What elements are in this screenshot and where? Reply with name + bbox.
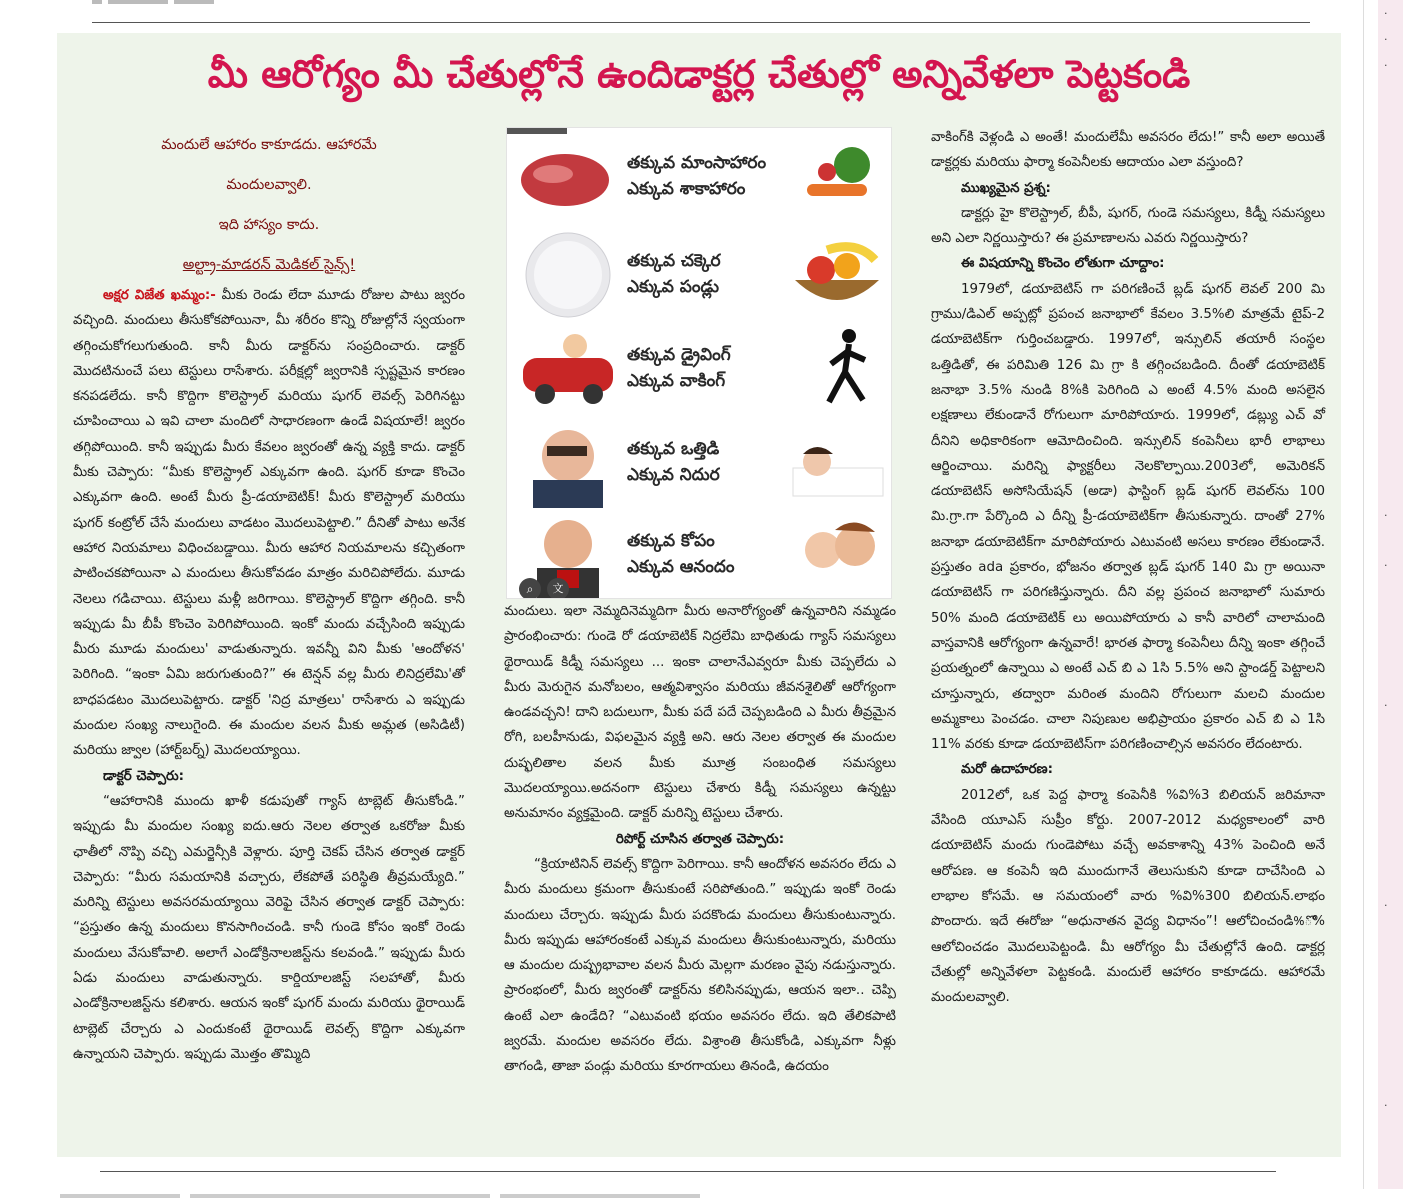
infographic-row-1 (507, 134, 891, 228)
infographic-r5-less: తక్కువ కోపం (627, 531, 715, 551)
col3-para-2: డాక్టర్లు హై కొలెస్ట్రాల్, బీపీ, షుగర్, గుండె సమస్యలు, కిడ్నీ సమస్యలు అని ఎలా నిర్ణయిస్తారు? ఈ ప్రమాణాలను ఎవరు నిర్ణయిస్తారు? (931, 205, 1325, 247)
byline: అక్షర విజేత ఖమ్మం:- (103, 288, 216, 303)
col3-subhead-deeper-look: ఈ విషయాన్ని కొంచెం లోతుగా చూద్దాం: (961, 256, 1165, 272)
intro-line-4: అల్ట్రా-మాడరన్ మెడికల్ సైన్స్! (182, 257, 356, 273)
column-3 (931, 125, 1325, 1010)
infographic-r5-more: ఎక్కువ ఆనందం (627, 557, 735, 577)
vegetables-icon (797, 140, 887, 220)
col2-para-1: మందులు. ఇలా నెమ్మదినెమ్మదిగా మీరు అనారోగ్యంతో ఉన్నవారిని నమ్మడం ప్రారంభించారు: గుండె రో డయాబెటిక్ నిద్రలేమి బాధితుడు గ్యాస్ సమస్యలు థైరాయిడ్ కిడ్నీ సమస్యలు ... ఇంకా చాలానేఎవ్వరూ మీకు చెప్పలేదు ఎ మీరు మెరుగైన మనోబలం, ఆత్మవిశ్వాసం మరియు జీవనశైలితో ఆరోగ్యంగా ఉండవచ్చని! దాని బదులుగా, మీకు పదే పదే చెప్పబడింది ఎ మీరు తీవ్రమైన రోగి, బలహీనుడు, విఫలమైన వ్యక్తి అని. ఆరు నెలల తర్వాత ఈ మందుల దుష్ఫలితాల వలన మీకు మూత్ర సంబంధిత సమస్యలు మొదలయ్యాయి.అదనంగా టెస్టులు చేశారు కిడ్నీ సమస్యలు ఉన్నట్టు అనుమానం వ్యక్తమైంది. డాక్టర్ మరిన్ని టెస్టులు చేశారు. (504, 604, 896, 822)
car-icon (513, 324, 623, 414)
col3-para-3: 1979లో, డయాబెటిస్ గా పరిగణించే బ్లడ్ షుగర్ లెవల్ 200 మి గ్రాము/డిఎల్ అప్పట్లో ప్రపంచ జనాభాలో కేవలం 3.5%లి మాత్రమే టైప్-2 డయాబెటిక్‌గా గుర్తించబడ్డారు. 1997లో, ఇన్సులిన్ తయారీ సంస్థల ఒత్తిడితో, ఈ పరిమితి 126 మి గ్రా కి తగ్గించబడింది. దీంతో డయాబెటిక్ జనాభా 3.5% నుండి 8%కి పెరిగింది ఎ అంటే 4.5% మంది అసలైన లక్షణాలు లేకుండానే రోగులుగా మారిపోయారు. 1999లో, డబ్ల్యు ఎచ్ వో దీనిని అధికారికంగా ఆమోదించింది. ఇన్సులిన్ కంపెనీలు భారీ లాభాలు ఆర్జించాయి. మరిన్ని ఫ్యాక్టరీలు నెలకొల్పాయి.2003లో, అమెరికన్ డయాబెటిస్ అసోసియేషన్ (అడా) ఫాస్టింగ్ బ్లడ్ షుగర్ లెవల్‌ను 100 మి.గ్రా.గా పేర్కొంది ఎ దీన్ని ప్రీ-డయాబెటిక్‌గా తీసుకున్నారు. దాంతో 27% జనాభా డయాబెటిక్‌గా మారిపోయారు ఎటువంటి అసలు కారణం లేకుండానే. ప్రస్తుతం ada ప్రకారం, భోజనం తర్వాత బ్లడ్ షుగర్ 140 మి గ్రా అయినా డయాబెటిస్ గా పరిగణిస్తున్నారు. దీని వల్ల ప్రపంచ జనాభాలో సుమారు 50% మంది డయాబెటిక్ లు అయిపోయారు ఎ కానీ వారిలో చాలామంది వాస్తవానికి ఆరోగ్యంగా ఉన్నవారే! భారత ఫార్మా కంపెనీలు దీన్ని ఇంకా తగ్గించే ప్రయత్నంలో ఉన్నాయి ఎ అంటే ఎచ్ బి ఎ 1సి 5.5% అని స్టాండర్డ్ పెట్టాలని చూస్తున్నారు, తద్వారా మరింత మందిని రోగులుగా మలచి మందుల అమ్మకాలు పెంచడం. చాలా నిపుణుల అభిప్రాయం ప్రకారం ఎచ్ బి ఎ 1సి 11% వరకు కూడా డయాబెటిస్‌గా పరిగణించాల్సిన అవసరం లేదంటారు. (931, 281, 1325, 753)
intro-line-1: మందులే ఆహారం కాకూడదు. ఆహారమే (161, 137, 377, 153)
headline: మీ ఆరోగ్యం మీ చేతుల్లోనే ఉందిడాక్టర్ల చేతుల్లో అన్నివేళలా పెట్టకండి (207, 52, 1191, 96)
col1-para-1: మీకు రెండు లేదా మూడు రోజుల పాటు జ్వరం వచ్చింది. మందులు తీసుకోకపోయినా, మీ శరీరం కొన్ని రోజుల్లోనే స్వయంగా తగ్గించుకోగలుగుతుంది. కానీ మీరు డాక్టర్‌ను సంప్రదించారు. డాక్టర్ మొదటినుంచే పలు టెస్టులు రాసేశారు. పరీక్షల్లో జ్వరానికి స్పష్టమైన కారణం కనపడలేదు. కానీ కొద్దిగా కొలెస్ట్రాల్ మరియు షుగర్ లెవల్స్ పెరిగినట్టు చూపించాయి ఎ ఇవి చాలా మందిలో సాధారణంగా ఉండే విషయాలే! జ్వరం తగ్గిపోయింది. కానీ ఇప్పుడు మీరు కేవలం జ్వరంతో ఉన్న వ్యక్తి కాదు. డాక్టర్ మీకు చెప్పారు: “మీకు కొలెస్ట్రాల్ ఎక్కువగా ఉంది. షుగర్ కూడా కొంచెం ఎక్కువగా ఉంది. అంటే మీరు ప్రీ-డయాబెటిక్! మీరు కొలెస్ట్రాల్ మరియు షుగర్ కంట్రోల్ చేసే మందులు వాడటం మొదలుపెట్టాలి.” దీనితో పాటు అనేక ఆహార నియమాలు విధించబడ్డాయి. మీరు ఆహార నియమాలను కచ్చితంగా పాటించకపోయినా ఎ మందులు తీసుకోవడం మాత్రం మరిచిపోలేదు. మూడు నెలలు గడిచాయి. టెస్టులు మళ్లీ జరిగాయి. కొలెస్ట్రాల్ కొద్దిగా తగ్గింది. కానీ ఇప్పుడు మీ బీపీ కొంచెం పెరిగిపోయింది. ఇంకో మందు వచ్చేసింది ఇప్పుడు మీరు మూడు మందులు' వాడుతున్నారు. ఇవన్నీ విని మీకు 'ఆందోళన' పెరిగింది. “ఇంకా ఏమి జరుగుతుంది?” ఈ టెన్షన్ వల్ల మీరు లినిద్రలేమి'తో బాధపడటం మొదలుపెట్టారు. డాక్టర్ 'నిద్ర మాత్రలు' రాసేశారు ఎ ఇప్పుడు మందుల సంఖ్య నాలుగైంది. ఈ మందుల వలన మీకు అమ్లత (అసిడిటీ) మరియు జ్వాల (హార్ట్‌బర్న్) మొదలయ్యాయి. (73, 288, 465, 759)
happy-family-icon (787, 510, 887, 599)
infographic-row-4 (507, 416, 891, 510)
page-divider (1363, 0, 1364, 1189)
intro-line-2: మందులవ్వాలి. (226, 177, 312, 193)
col2-para-2: “క్రియాటినిన్ లెవల్స్ కొద్దిగా పెరిగాయి. కానీ ఆందోళన అవసరం లేదు ఎ మీరు మందులు క్రమంగా తీసుకుంటే సరిపోతుంది.” ఇప్పుడు ఇంకో రెండు మందులు చేర్చారు. ఇప్పుడు మీరు పదకొండు మందులు తీసుకుంటున్నారు. మీరు ఇప్పుడు ఆహారంకంటే ఎక్కువ మందులు తీసుకుంటున్నారు, మరియు ఆ మందుల దుష్ప్రభావాల వలన మీరు మెల్లగా మరణం వైపు నడుస్తున్నారు. ప్రారంభంలో, మీరు జ్వరంతో డాక్టర్‌ను కలిసినప్పుడు, ఆయన ఇలా.. చెప్పి ఉంటే ఎలా ఉండేది? “ఎటువంటి భయం అవసరం లేదు. ఇది తేలికపాటి జ్వరమే. మందుల అవసరం లేదు. విశ్రాంతి తీసుకోండి, ఎక్కువగా నీళ్లు తాగండి, తాజా పండ్లు మరియు కూరగాయలు తినండి, ఉదయం (504, 856, 896, 1075)
infographic-r1-more: ఎక్కువ శాకాహారం (627, 179, 746, 199)
infographic-r1-less: తక్కువ మాంసాహారం (627, 153, 767, 173)
sugar-icon (513, 230, 623, 320)
col3-para-4: 2012లో, ఒక పెద్ద ఫార్మా కంపెనీకి %వి%3 బిలియన్ జరిమానా వేసింది యూఎస్ సుప్రీం కోర్టు. 2007-2012 మధ్యకాలంలో వారి డయాబెటిస్ మందు గుండెపోటు వచ్చే అవకాశాన్ని 43% పెంచింది అనే ఆరోపణ. ఆ కంపెనీ ఇది ముందుగానే తెలుసుకుని కూడా దాచేసింది ఎ లాభాల కోసమే. ఆ సమయంలో వారు %వి%300 బిలియన్.లాభం పొందారు. ఇదే ఈరోజు “అధునాతన వైద్య విధానం”! ఆలోచించండి%ొ% ఆలోచించడం మొదలుపెట్టండి. మీ ఆరోగ్యం మీ చేతుల్లోనే ఉంది. డాక్టర్ల చేతుల్లో అన్నివేళలా పెట్టకండి. మందులే ఆహారం కాకూడదు. ఆహారమే మందులవ్వాలి. (931, 787, 1325, 1006)
walking-man-icon (807, 324, 887, 414)
infographic-r2-less: తక్కువ చక్కెర (627, 251, 721, 271)
meat-icon (513, 140, 623, 220)
infographic-r4-less: తక్కువ ఒత్తిడి (627, 439, 720, 459)
sleeping-woman-icon (787, 418, 887, 508)
infographic-r4-more: ఎక్కువ నిదుర (627, 465, 720, 485)
col3-subhead-another-example: మరో ఉదాహరణ: (961, 762, 1053, 778)
infographic-r3-less: తక్కువ డ్రైవింగ్ (627, 345, 731, 365)
col3-subhead-important-question: ముఖ్యమైన ప్రశ్న: (961, 180, 1051, 196)
previous-page-fragment (92, 0, 332, 6)
infographic-r3-more: ఎక్కువ వాకింగ్ (627, 371, 726, 391)
article (57, 33, 1341, 1157)
translate-icon[interactable]: 文 (547, 578, 569, 599)
infographic-row-3 (507, 322, 891, 416)
column-1 (73, 125, 465, 1067)
infographic-row-5 (507, 510, 891, 599)
column-2 (504, 599, 896, 1080)
intro-line-3: ఇది హాస్యం కాదు. (218, 217, 320, 233)
stressed-man-icon (513, 418, 623, 508)
infographic-image (506, 127, 892, 599)
next-page-fragment (60, 1183, 1340, 1189)
bottom-rule (100, 1171, 1276, 1172)
col1-para-2: “ఆహారానికి ముందు ఖాళీ కడుపుతో గ్యాస్ టాబ్లెట్ తీసుకోండి.” ఇప్పుడు మీ మందుల సంఖ్య ఐదు.ఆరు నెలల తర్వాత ఒకరోజు మీకు ఛాతీలో నొప్పి వచ్చి ఎమర్జెన్సీకి వెళ్లారు. పూర్తి చెకప్ చేసిన తర్వాత డాక్టర్ చెప్పారు: “మీరు సమయానికి వచ్చారు, లేకపోతే పరిస్థితి తీవ్రమయ్యేది.” మరిన్ని టెస్టులు అవసరమయ్యాయి వెరిఫై చేసిన తర్వాత డాక్టర్ చెప్పారు: “ప్రస్తుతం ఉన్న మందులు కొనసాగించండి. కానీ గుండె కోసం ఇంకో రెండు మందులు వేసుకోవాలి. అలాగే ఎండోక్రినాలజిస్ట్‌ను కలవండి.” ఇప్పుడు మీరు ఏడు మందులు వాడుతున్నారు. కార్డియాలజిస్ట్ సలహాతో, మీరు ఎండోక్రినాలజిస్ట్‌ను కలిశారు. ఆయన ఇంకో షుగర్ మందు మరియు థైరాయిడ్ టాబ్లెట్ చేర్చారు ఎ ఎందుకంటే థైరాయిడ్ లెవల్స్ కొద్దిగా ఎక్కువగా ఉన్నాయని చెప్పారు. ఇప్పుడు మొత్తం తొమ్మిది (73, 793, 465, 1062)
adjacent-page-strip: · · · · · · · · (1378, 0, 1403, 1189)
infographic-row-2 (507, 228, 891, 322)
top-rule (92, 22, 1310, 23)
infographic-r2-more: ఎక్కువ పండ్లు (627, 277, 719, 297)
search-lens-icon[interactable]: ⌕ (519, 578, 541, 599)
col3-para-1: వాకింగ్‌కి వెళ్లండి ఎ అంతే! మందులేమీ అవసరం లేదు!” కానీ అలా అయితే డాక్టర్లకు మరియు ఫార్మా కంపెనీలకు ఆదాయం ఎలా వస్తుంది? (931, 130, 1325, 171)
fruit-basket-icon (787, 230, 887, 320)
col1-subhead-doctor-said: డాక్టర్ చెప్పారు: (103, 768, 184, 784)
col2-subhead-after-report: రిపోర్ట్ చూసిన తర్వాత చెప్పారు: (615, 831, 785, 847)
